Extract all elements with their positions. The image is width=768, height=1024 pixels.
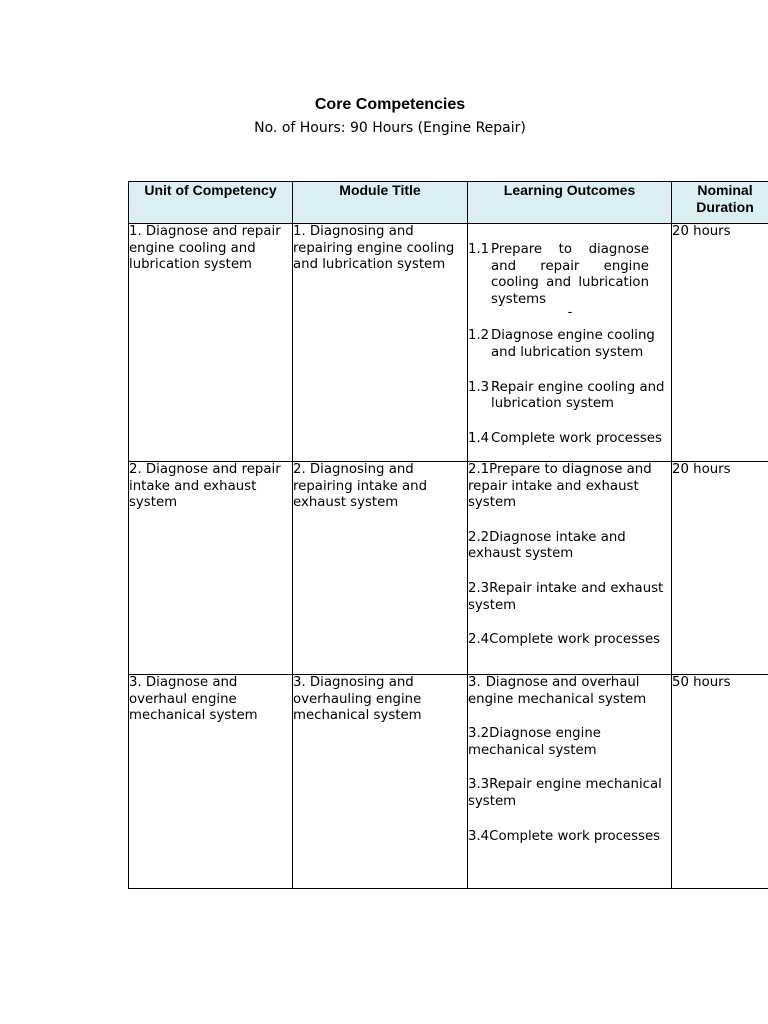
table-row	[129, 462, 768, 675]
module-cell: 2. Diagnosing and repairing intake and exhaust system	[293, 462, 468, 675]
competency-table	[128, 181, 768, 889]
outcome-number: 2.4	[468, 632, 490, 648]
outcomes-cell	[468, 224, 672, 462]
header-duration-line1: Nominal	[697, 182, 753, 198]
table-header-row	[129, 182, 768, 224]
learning-outcome-item	[468, 380, 671, 413]
duration-cell: 20 hours	[672, 224, 768, 462]
learning-outcome-item	[468, 581, 671, 614]
learning-outcome-item	[468, 328, 671, 361]
document-title: Core Competencies	[314, 96, 466, 113]
outcome-number: 3.2	[468, 726, 490, 742]
learning-outcome-item	[468, 777, 671, 810]
outcome-number: 2.3	[468, 580, 490, 596]
outcome-text: Complete work processes	[489, 632, 661, 648]
outcome-number: 1.1	[468, 242, 490, 257]
outcome-text: Repair intake and exhaust system	[468, 580, 664, 613]
outcome-number: 3.3	[468, 777, 490, 793]
learning-outcome-item	[468, 675, 671, 708]
outcome-text: Prepare to diagnose and repair intake and exhaust system	[468, 462, 652, 511]
outcome-number: 1.2	[468, 328, 490, 344]
outcome-extra-mark: -	[567, 305, 573, 321]
outcome-text-wrap	[491, 242, 671, 321]
outcome-text: Diagnose and overhaul engine mechanical system	[468, 675, 647, 707]
outcome-text: Diagnose engine cooling and lubrication system	[491, 328, 655, 360]
outcome-number: 1.4	[468, 430, 490, 446]
learning-outcome-item	[468, 726, 671, 759]
module-cell: 1. Diagnosing and repairing engine cooling and lubrication system	[293, 224, 468, 462]
module-cell: 3. Diagnosing and overhauling engine mechanical system	[293, 675, 468, 889]
table-row	[129, 675, 768, 889]
outcome-text: Diagnose engine mechanical system	[468, 726, 601, 758]
unit-cell: 3. Diagnose and overhaul engine mechanical system	[129, 675, 293, 889]
outcome-number: 2.2	[468, 529, 490, 545]
table-row	[129, 224, 768, 462]
outcome-text: Complete work processes	[491, 430, 662, 446]
learning-outcome-item	[468, 431, 671, 448]
outcome-number: 3.	[468, 675, 481, 690]
outcome-text: Complete work processes	[489, 828, 661, 844]
header-nominal-duration	[672, 182, 768, 224]
learning-outcome-item	[468, 462, 671, 512]
document-subtitle: No. of Hours: 90 Hours (Engine Repair)	[254, 120, 526, 136]
learning-outcome-item	[468, 530, 671, 563]
learning-outcome-item	[468, 829, 671, 846]
header-unit-of-competency: Unit of Competency	[129, 182, 293, 224]
header-duration-line2: Duration	[696, 198, 754, 215]
outcome-number: 2.1	[468, 462, 490, 477]
duration-cell: 20 hours	[672, 462, 768, 675]
outcome-text: Diagnose intake and exhaust system	[468, 529, 626, 562]
learning-outcome-item	[468, 242, 671, 321]
unit-cell: 2. Diagnose and repair intake and exhaust system	[129, 462, 293, 675]
learning-outcome-item	[468, 632, 671, 649]
outcome-text: Prepare to diagnose and repair engine cooling and lubrication systems	[491, 242, 649, 307]
outcome-number: 3.4	[468, 828, 490, 844]
outcome-text: Repair engine cooling and lubrication system	[491, 379, 665, 412]
outcomes-cell	[468, 462, 672, 675]
unit-cell: 1. Diagnose and repair engine cooling and lubrication system	[129, 224, 293, 462]
outcome-number: 1.3	[468, 379, 490, 395]
outcome-text: Repair engine mechanical system	[468, 777, 662, 809]
outcomes-cell	[468, 675, 672, 889]
duration-cell: 50 hours	[672, 675, 768, 889]
header-module-title: Module Title	[293, 182, 468, 224]
header-learning-outcomes: Learning Outcomes	[468, 182, 672, 224]
